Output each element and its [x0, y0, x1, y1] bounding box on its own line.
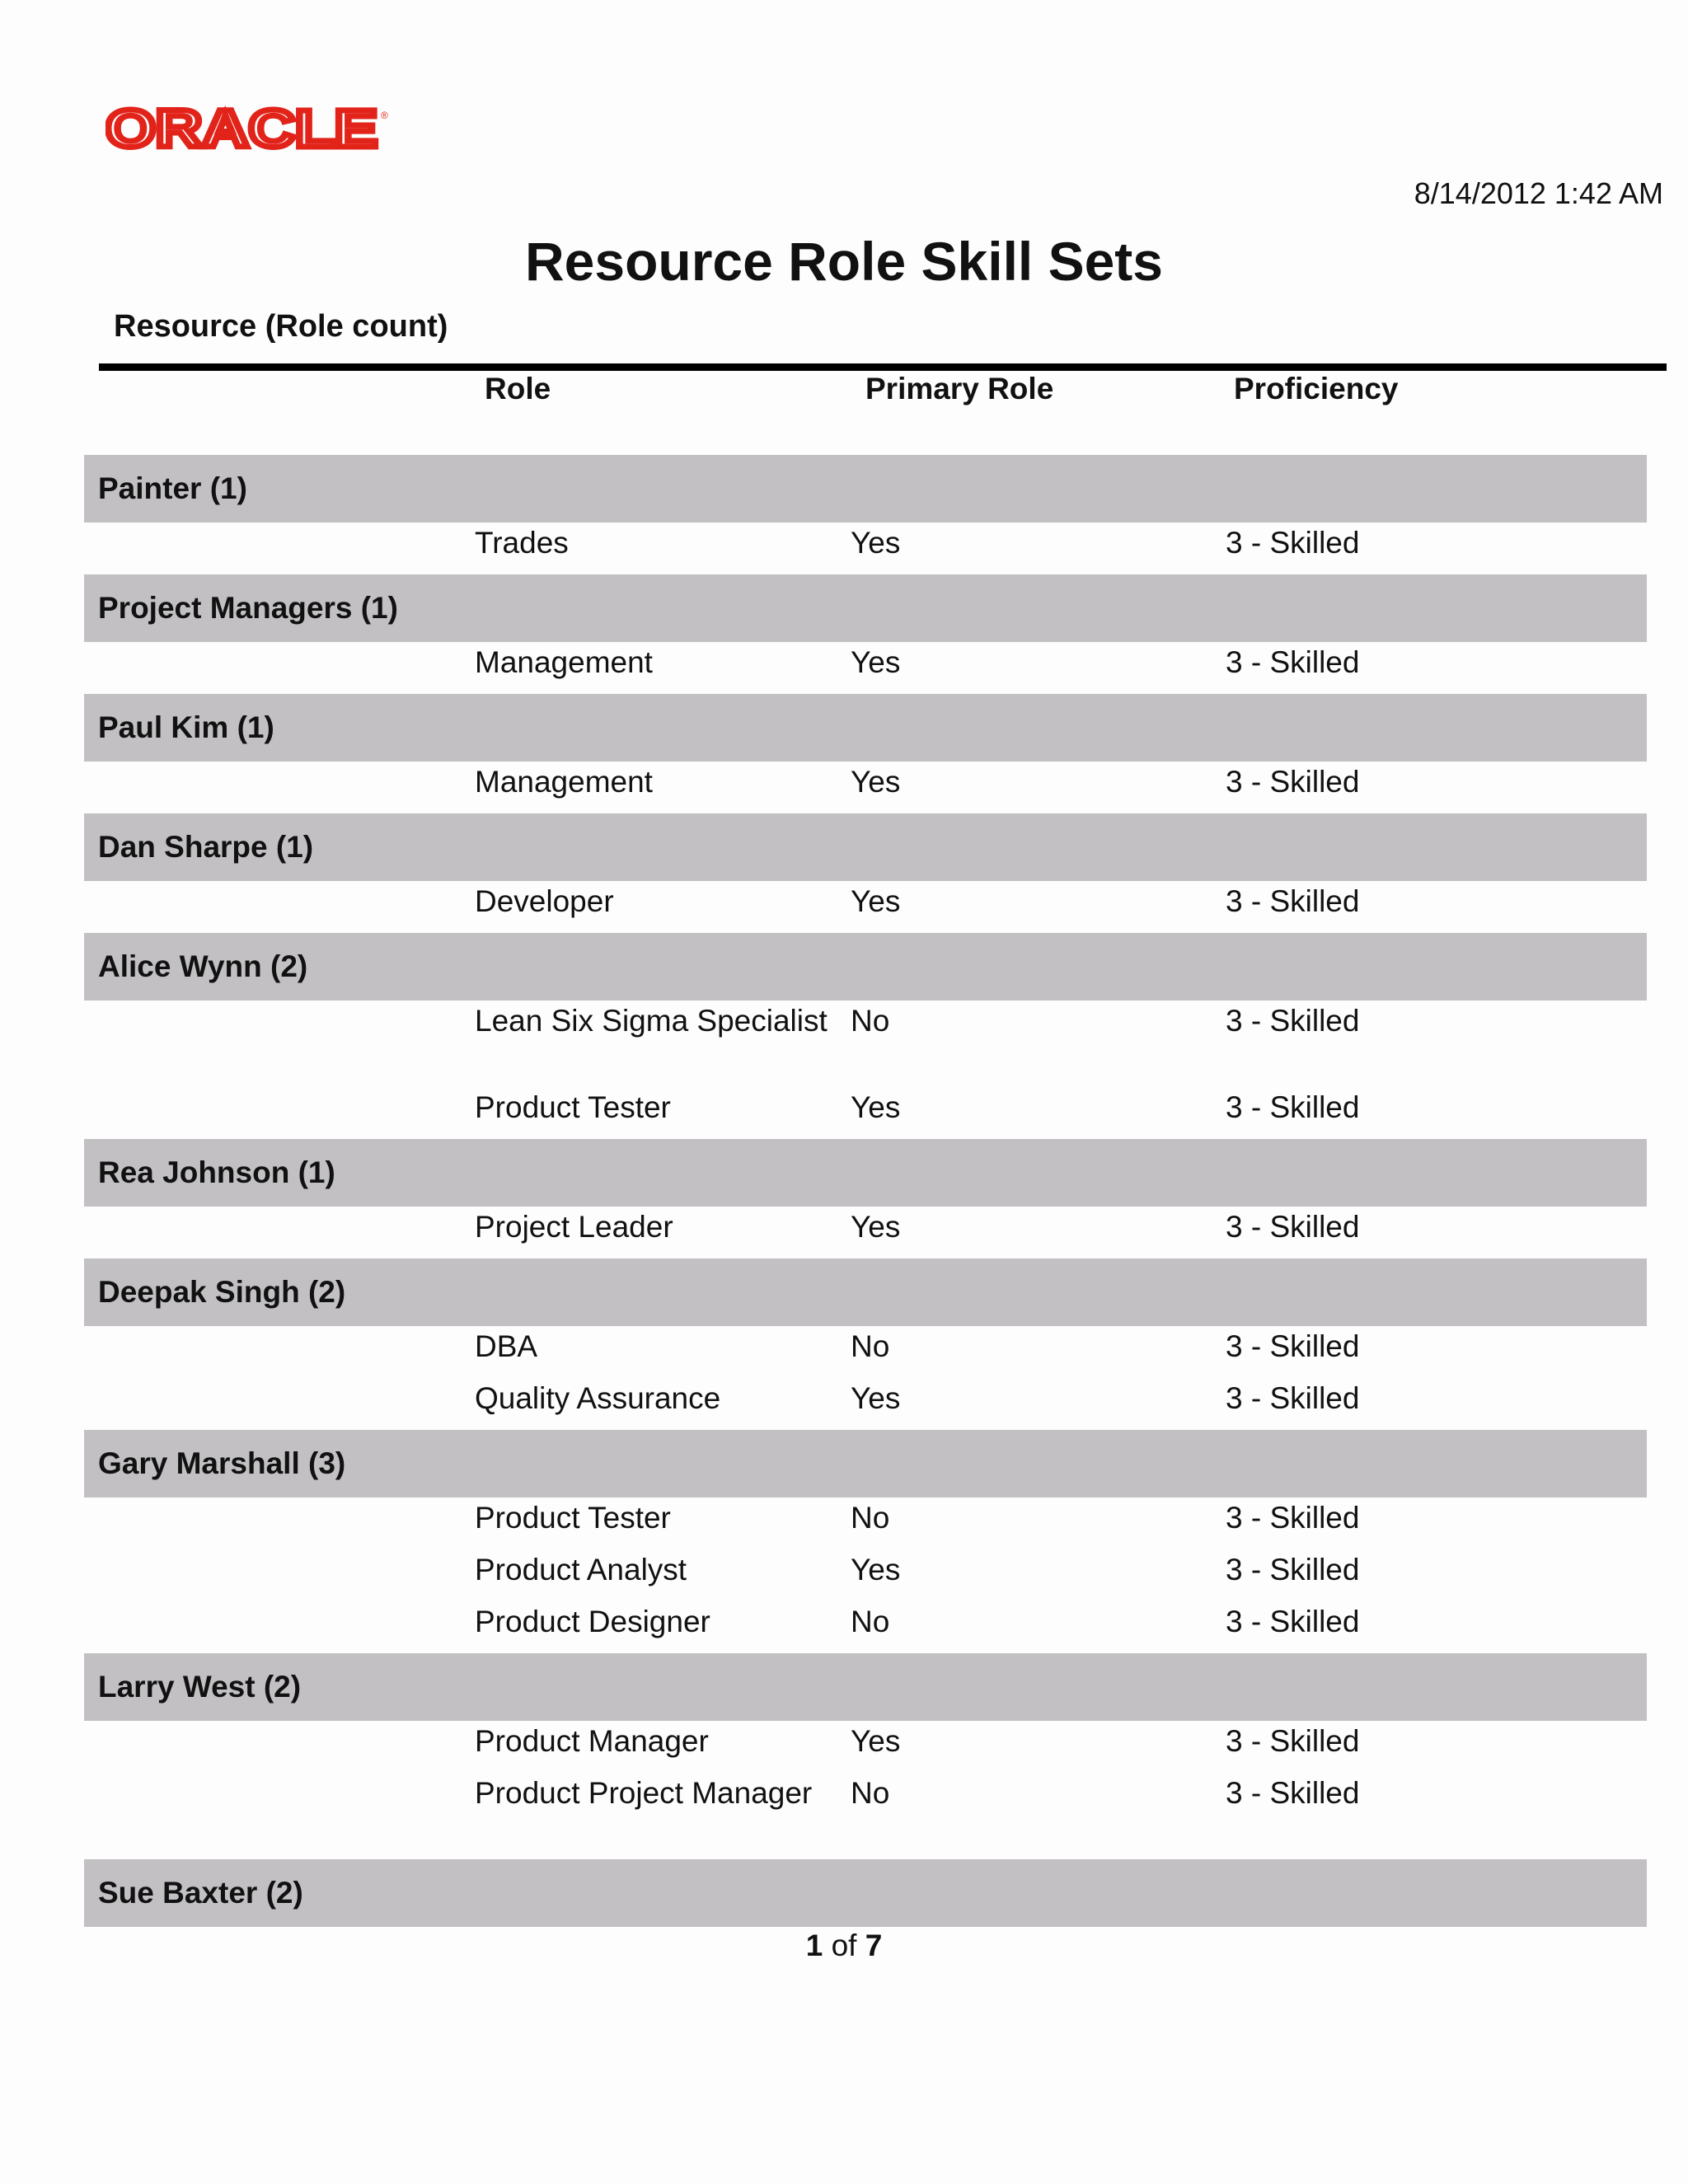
column-header-primary-role: Primary Role — [865, 372, 1054, 405]
proficiency-cell: 3 - Skilled — [1226, 765, 1360, 799]
resource-group — [84, 1859, 1647, 1927]
proficiency-cell: 3 - Skilled — [1226, 1724, 1360, 1758]
oracle-logo — [106, 105, 391, 153]
resource-group — [84, 933, 1647, 1139]
proficiency-cell: 3 - Skilled — [1226, 884, 1360, 918]
primary-role-cell: Yes — [851, 1381, 901, 1415]
role-cell: Product Designer — [475, 1605, 710, 1638]
resource-group — [84, 455, 1647, 574]
proficiency-cell: 3 - Skilled — [1226, 1501, 1360, 1535]
table-row — [84, 1207, 1647, 1258]
resource-group-header: Painter (1) — [84, 455, 1647, 523]
table-row — [84, 523, 1647, 574]
table-row — [84, 1549, 1647, 1601]
resource-group — [84, 1653, 1647, 1859]
total-pages: 7 — [865, 1929, 883, 1962]
resource-group-header: Dan Sharpe (1) — [84, 813, 1647, 881]
table-row — [84, 762, 1647, 813]
table-row — [84, 1497, 1647, 1549]
table-row — [84, 1378, 1647, 1430]
table-row — [84, 881, 1647, 933]
proficiency-cell: 3 - Skilled — [1226, 1553, 1360, 1586]
resource-group-header: Paul Kim (1) — [84, 694, 1647, 762]
column-header-role: Role — [485, 372, 551, 405]
table-row — [84, 1001, 1647, 1087]
role-cell: Developer — [475, 884, 614, 918]
primary-role-cell: Yes — [851, 526, 901, 560]
proficiency-cell: 3 - Skilled — [1226, 1381, 1360, 1415]
resource-group — [84, 1258, 1647, 1430]
role-cell: Trades — [475, 526, 569, 560]
primary-role-cell: Yes — [851, 645, 901, 679]
proficiency-cell: 3 - Skilled — [1226, 1210, 1360, 1244]
resource-group — [84, 574, 1647, 694]
primary-role-cell: Yes — [851, 884, 901, 918]
header-divider — [99, 363, 1667, 371]
primary-role-cell: Yes — [851, 1210, 901, 1244]
resource-group — [84, 1430, 1647, 1653]
primary-role-cell: No — [851, 1776, 890, 1810]
resource-group-header: Rea Johnson (1) — [84, 1139, 1647, 1207]
proficiency-cell: 3 - Skilled — [1226, 1004, 1360, 1038]
role-cell: Product Analyst — [475, 1553, 687, 1586]
report-timestamp: 8/14/2012 1:42 AM — [1414, 176, 1663, 210]
table-row — [84, 1326, 1647, 1378]
primary-role-cell: No — [851, 1329, 890, 1363]
primary-role-cell: No — [851, 1004, 890, 1038]
table-row — [84, 1087, 1647, 1139]
role-cell: DBA — [475, 1329, 538, 1363]
registered-mark-icon: ® — [381, 110, 388, 121]
resource-group-header: Project Managers (1) — [84, 574, 1647, 642]
oracle-logo-icon — [106, 105, 391, 153]
role-cell: Quality Assurance — [475, 1381, 721, 1415]
primary-role-cell: Yes — [851, 1724, 901, 1758]
page-separator: of — [831, 1929, 857, 1962]
proficiency-cell: 3 - Skilled — [1226, 526, 1360, 560]
resource-group — [84, 813, 1647, 933]
primary-role-cell: No — [851, 1501, 890, 1535]
primary-role-cell: Yes — [851, 765, 901, 799]
current-page: 1 — [805, 1929, 823, 1962]
proficiency-cell: 3 - Skilled — [1226, 1605, 1360, 1638]
group-by-label: Resource (Role count) — [114, 309, 448, 344]
role-cell: Product Project Manager — [475, 1776, 813, 1810]
resource-group-header: Larry West (2) — [84, 1653, 1647, 1721]
proficiency-cell: 3 - Skilled — [1226, 645, 1360, 679]
primary-role-cell: No — [851, 1605, 890, 1638]
logo-wordmark: ORACLE — [106, 105, 377, 153]
resource-group-header: Alice Wynn (2) — [84, 933, 1647, 1001]
proficiency-cell: 3 - Skilled — [1226, 1329, 1360, 1363]
role-cell: Management — [475, 765, 653, 799]
page-title: Resource Role Skill Sets — [525, 231, 1163, 292]
role-cell: Product Tester — [475, 1501, 671, 1535]
table-row — [84, 1601, 1647, 1653]
page-indicator — [0, 1929, 1688, 1963]
primary-role-cell: Yes — [851, 1553, 901, 1586]
role-cell: Product Tester — [475, 1090, 671, 1124]
proficiency-cell: 3 - Skilled — [1226, 1090, 1360, 1124]
resource-group — [84, 694, 1647, 813]
role-cell: Product Manager — [475, 1724, 709, 1758]
table-row — [84, 642, 1647, 694]
resource-group-header: Gary Marshall (3) — [84, 1430, 1647, 1497]
role-cell: Management — [475, 645, 653, 679]
role-cell: Project Leader — [475, 1210, 673, 1244]
report-table — [84, 455, 1647, 1927]
primary-role-cell: Yes — [851, 1090, 901, 1124]
table-row — [84, 1773, 1647, 1859]
resource-group — [84, 1139, 1647, 1258]
column-header-proficiency: Proficiency — [1234, 372, 1399, 405]
proficiency-cell: 3 - Skilled — [1226, 1776, 1360, 1810]
table-row — [84, 1721, 1647, 1773]
resource-group-header: Sue Baxter (2) — [84, 1859, 1647, 1927]
role-cell: Lean Six Sigma Specialist — [475, 1004, 828, 1038]
resource-group-header: Deepak Singh (2) — [84, 1258, 1647, 1326]
